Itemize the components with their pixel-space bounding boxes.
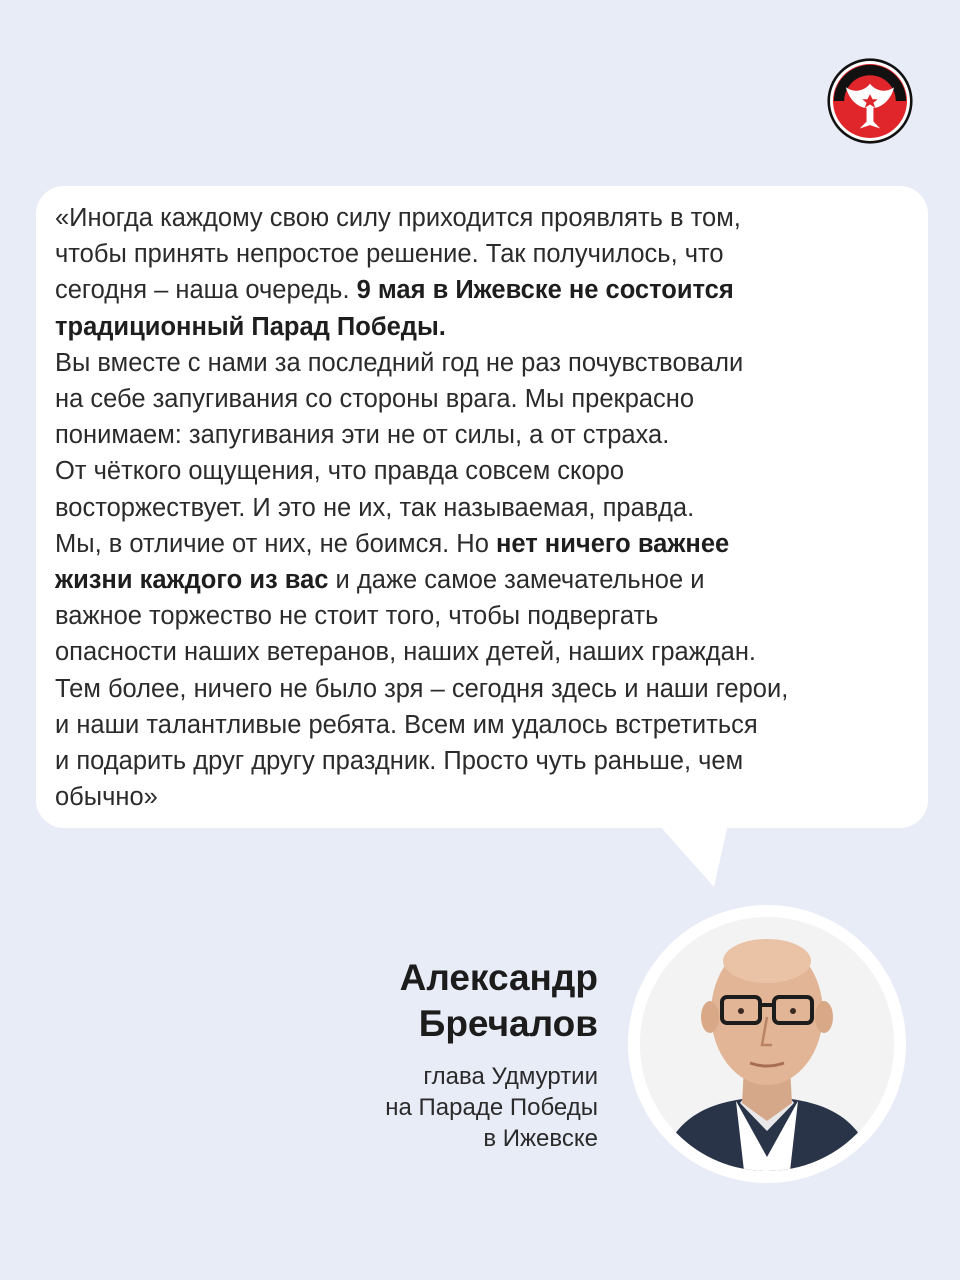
udmurtia-emblem-icon — [827, 58, 913, 144]
quote-segment: и даже самое замечательное и — [328, 566, 705, 595]
person-portrait — [640, 917, 894, 1171]
quote-bold-segment: традиционный Парад Победы. — [55, 312, 446, 341]
quote-line — [55, 417, 915, 453]
quote-line — [55, 309, 915, 345]
quote-segment: Тем более, ничего не было зря – сегодня здесь и наши герои, — [55, 674, 789, 703]
quote-segment: понимаем: запугивания эти не от силы, а от страха. — [55, 421, 670, 450]
quote-bold-segment: 9 мая в Ижевске не состоится — [356, 276, 734, 305]
quote-line — [55, 634, 915, 670]
quote-line — [55, 200, 915, 236]
quote-segment: обычно» — [55, 783, 158, 812]
quote-line — [55, 526, 915, 562]
bubble-tail — [650, 815, 730, 895]
author-last-name: Бречалов — [418, 1003, 598, 1044]
quote-bold-segment: нет ничего важнее — [495, 529, 730, 558]
quote-segment: опасности наших ветеранов, наших детей, наших граждан. — [55, 638, 757, 667]
portrait-illustration — [640, 917, 894, 1171]
quote-segment: важное торжество не стоит того, чтобы подвергать — [55, 602, 659, 631]
author-role-line: на Параде Победы — [385, 1094, 598, 1121]
quote-bold-segment: жизни каждого из вас — [55, 566, 329, 595]
quote-segment: и наши талантливые ребята. Всем им удалось встретиться — [55, 710, 758, 739]
quote-segment: и подарить друг другу праздник. Просто чуть раньше, чем — [55, 747, 744, 776]
author-block — [385, 955, 598, 1154]
author-role-line: глава Удмуртии — [423, 1063, 598, 1090]
quote-line — [55, 598, 915, 634]
quote-segment: Мы, в отличие от них, не боимся. Но — [55, 529, 496, 558]
quote-line — [55, 453, 915, 489]
quote-line — [55, 779, 915, 815]
quote-segment: «Иногда каждому свою силу приходится проявлять в том, — [55, 204, 741, 232]
quote-line — [55, 743, 915, 779]
quote-segment: восторжествует. И это не их, так называемая, правда. — [55, 493, 695, 522]
quote-line — [55, 562, 915, 598]
quote-segment: на себе запугивания со стороны врага. Мы прекрасно — [55, 385, 695, 414]
quote-text — [55, 200, 915, 815]
quote-segment: Вы вместе с нами за последний год не раз почувствовали — [55, 348, 744, 377]
quote-line — [55, 671, 915, 707]
quote-segment: От чёткого ощущения, что правда совсем скоро — [55, 457, 625, 486]
quote-line — [55, 381, 915, 417]
quote-line — [55, 345, 915, 381]
quote-line — [55, 236, 915, 272]
quote-line — [55, 707, 915, 743]
author-first-name: Александр — [399, 957, 598, 998]
author-role-line: в Ижевске — [483, 1125, 598, 1152]
quote-segment: сегодня – наша очередь. — [55, 276, 357, 305]
quote-segment: чтобы принять непростое решение. Так получилось, что — [55, 240, 724, 269]
quote-line — [55, 490, 915, 526]
quote-line — [55, 272, 915, 308]
